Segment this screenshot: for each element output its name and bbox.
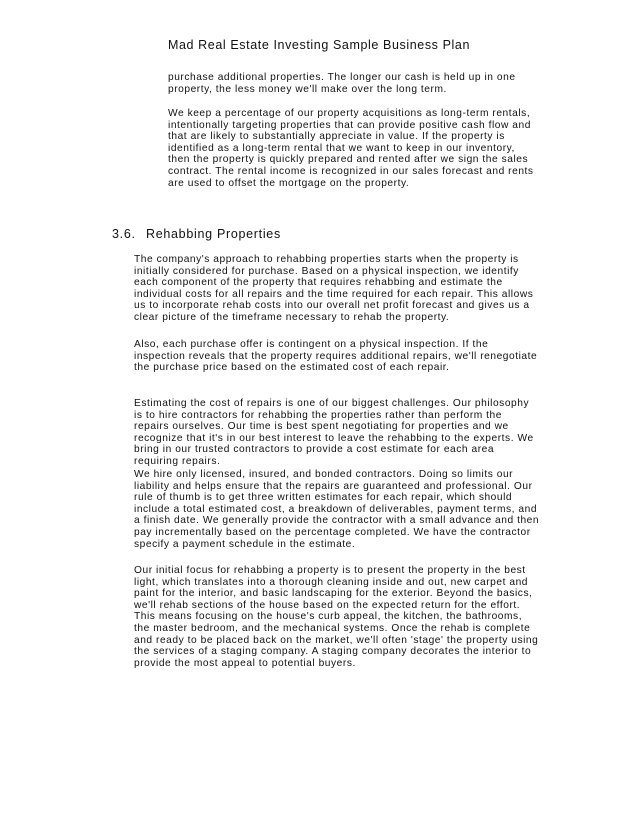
section-number: 3.6. (112, 227, 136, 241)
intro-paragraph-2: We keep a percentage of our property acquisitions as long-term rentals, intentionally targeting properties that can provide positive cash flow and that are likely to substantially appreciate in value. If the property is identified as a long-term rental that we want to keep in our inventory, then the property is quickly prepared and rented after we sign the sales contract. The rental income is recognized in our sales forecast and rents are used to offset the mortgage on the property. (168, 108, 534, 189)
section-heading (112, 227, 281, 241)
section-paragraph-4: We hire only licensed, insured, and bonded contractors. Doing so limits our liability and helps ensure that the repairs are guaranteed and professional. Our rule of thumb is to get three written estimates for each repair, which should include a total estimated cost, a breakdown of deliverables, payment terms, and a finish date. We generally provide the contractor with a small advance and then pay incrementally based on the percentage completed. We have the contractor specify a payment schedule in the estimate. (134, 469, 540, 550)
intro-paragraph-1: purchase additional properties. The longer our cash is held up in one property, the less money we'll make over the long term. (168, 72, 516, 95)
page-header-title: Mad Real Estate Investing Sample Business Plan (167, 38, 471, 52)
section-paragraph-5: Our initial focus for rehabbing a property is to present the property in the best light, which translates into a thorough cleaning inside and out, new carpet and paint for the interior, and basic landscaping for the exterior. Beyond the basics, we'll rehab sections of the house based on the expected return for the effort. This means focusing on the house's curb appeal, the kitchen, the bathrooms, the master bedroom, and the mechanical systems. Once the rehab is complete and ready to be placed back on the market, we'll often 'stage' the property using the services of a staging company. A staging company decorates the interior to provide the most appeal to potential buyers. (134, 565, 539, 669)
section-title: Rehabbing Properties (146, 227, 281, 241)
section-paragraph-3: Estimating the cost of repairs is one of our biggest challenges. Our philosophy is to hire contractors for rehabbing the properties rather than perform the repairs ourselves. Our time is best spent negotiating for properties and we recognize that it's in our best interest to leave the rehabbing to the experts. We bring in our trusted contractors to provide a cost estimate for each area requiring repairs. (134, 398, 534, 467)
section-paragraph-1: The company's approach to rehabbing properties starts when the property is initially considered for purchase. Based on a physical inspection, we identify each component of the property that requires rehabbing and estimate the individual costs for all repairs and the time required for each repair. This allows us to incorporate rehab costs into our overall net profit forecast and gives us a clear picture of the timeframe necessary to rehab the property. (134, 254, 534, 323)
section-paragraph-2: Also, each purchase offer is contingent on a physical inspection. If the inspection reveals that the property requires additional repairs, we'll renegotiate the purchase price based on the estimated cost of each repair. (134, 339, 538, 374)
